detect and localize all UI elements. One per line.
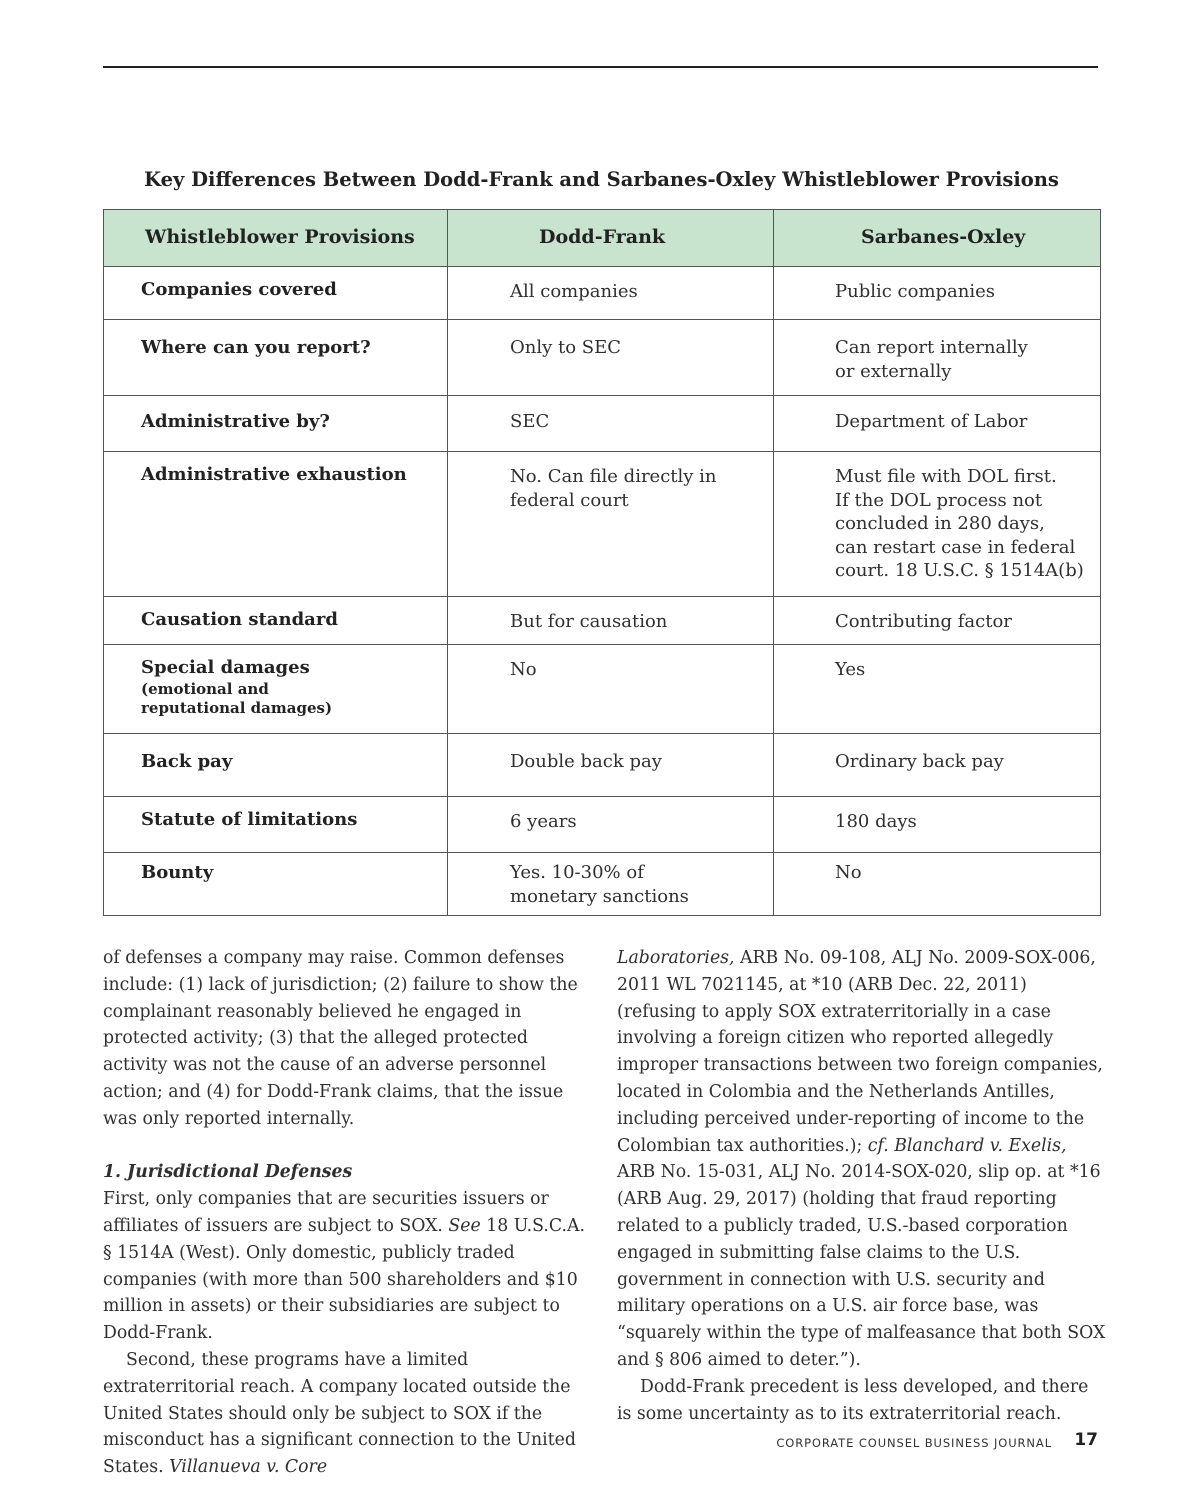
provision-cell bbox=[104, 645, 448, 734]
paragraph-defenses: of defenses a company may raise. Common defenses include: (1) lack of jurisdiction; (2) failure to show the complainant reasonably believed he engaged in protected activity; (3) that the alleged protected activity was not the cause of an adverse personnel action; and (4) for Dodd-Frank claims, that the issue was only reported internally. bbox=[103, 948, 578, 1129]
provision-label: Back pay bbox=[141, 751, 233, 772]
provision-label: Administrative exhaustion bbox=[141, 464, 407, 485]
table-row bbox=[104, 734, 1101, 797]
paragraph-jurisdiction-first: First, only companies that are securities issuers or affiliates of issuers are subject to SOX. See 18 U.S.C.A. § 1514A (West). Only domestic, publicly traded companies (with more than 500 shareholders and $10 million in assets) or their subsidiaries are subject to Dodd-Frank. bbox=[103, 1189, 585, 1344]
table-row bbox=[104, 797, 1101, 853]
sox-cell: 180 days bbox=[774, 797, 1101, 853]
dodd-frank-cell: No bbox=[448, 645, 774, 734]
dodd-frank-cell: Double back pay bbox=[448, 734, 774, 797]
right-column bbox=[617, 945, 1107, 1427]
provision-cell bbox=[104, 396, 448, 452]
provision-label: Causation standard bbox=[141, 609, 338, 630]
provision-label: Bounty bbox=[141, 862, 214, 883]
provision-cell bbox=[104, 797, 448, 853]
top-rule bbox=[103, 66, 1098, 68]
sox-cell: Yes bbox=[774, 645, 1101, 734]
provision-cell bbox=[104, 267, 448, 320]
sox-cell: Department of Labor bbox=[774, 396, 1101, 452]
table-row bbox=[104, 597, 1101, 645]
dodd-frank-cell: Only to SEC bbox=[448, 320, 774, 396]
sox-cell: Can report internally or externally bbox=[774, 320, 1101, 396]
table-title: Key Differences Between Dodd-Frank and Sarbanes-Oxley Whistleblower Provisions bbox=[144, 168, 1059, 191]
provision-label: Where can you report? bbox=[141, 337, 371, 358]
table-header-row bbox=[104, 210, 1101, 267]
page-number: 17 bbox=[1074, 1430, 1098, 1450]
provision-cell bbox=[104, 597, 448, 645]
provision-label: Companies covered bbox=[141, 279, 337, 300]
provision-note: (emotional and reputational damages) bbox=[141, 679, 333, 717]
provision-cell bbox=[104, 734, 448, 797]
sox-cell: Ordinary back pay bbox=[774, 734, 1101, 797]
table-row bbox=[104, 645, 1101, 734]
sox-cell: Contributing factor bbox=[774, 597, 1101, 645]
dodd-frank-cell: SEC bbox=[448, 396, 774, 452]
footer-journal-name: CORPORATE COUNSEL BUSINESS JOURNAL bbox=[776, 1436, 1052, 1450]
dodd-frank-cell: All companies bbox=[448, 267, 774, 320]
sox-cell: Must file with DOL first. If the DOL process not concluded in 280 days, can restart case in federal court. 18 U.S.C. § 1514A(b) bbox=[774, 452, 1101, 597]
comparison-table bbox=[103, 209, 1101, 916]
provision-cell bbox=[104, 853, 448, 916]
paragraph-extraterritorial: Second, these programs have a limited extraterritorial reach. A company located outside the United States should only be subject to SOX if the misconduct has a significant connection to the United States. Villanueva v. Core bbox=[103, 1349, 576, 1478]
left-column bbox=[103, 945, 593, 1481]
provision-label: Statute of limitations bbox=[141, 809, 358, 830]
header-provisions: Whistleblower Provisions bbox=[104, 210, 448, 267]
sox-cell: No bbox=[774, 853, 1101, 916]
table-row bbox=[104, 320, 1101, 396]
table-row bbox=[104, 452, 1101, 597]
paragraph-dodd-frank-precedent: Dodd-Frank precedent is less developed, and there is some uncertainty as to its extraterritorial reach. bbox=[617, 1376, 1089, 1424]
provision-cell bbox=[104, 320, 448, 396]
dodd-frank-cell: No. Can file directly in federal court bbox=[448, 452, 774, 597]
dodd-frank-cell: 6 years bbox=[448, 797, 774, 853]
table-row bbox=[104, 267, 1101, 320]
section-heading-jurisdictional: 1. Jurisdictional Defenses bbox=[103, 1162, 353, 1183]
table-row bbox=[104, 396, 1101, 452]
provision-label: Administrative by? bbox=[141, 411, 330, 432]
header-dodd-frank: Dodd-Frank bbox=[448, 210, 774, 267]
sox-cell: Public companies bbox=[774, 267, 1101, 320]
table-row bbox=[104, 853, 1101, 916]
provision-label: Special damages bbox=[141, 657, 310, 678]
header-sarbanes-oxley: Sarbanes-Oxley bbox=[774, 210, 1101, 267]
paragraph-case-citations: Laboratories, ARB No. 09-108, ALJ No. 2009-SOX-006, 2011 WL 7021145, at *10 (ARB Dec. 22, 2011) (refusing to apply SOX extraterritorially in a case involving a foreign citizen who reported allegedly improper transactions between two foreign companies, located in Colombia and the Netherlands Antilles, including perceived under-reporting of income to the Colombian tax authorities.); cf. Blanchard v. Exelis, ARB No. 15-031, ALJ No. 2014-SOX-020, slip op. at *16 (ARB Aug. 29, 2017) (holding that fraud reporting related to a publicly traded, U.S.-based corporation engaged in submitting false claims to the U.S. government in connection with U.S. security and military operations on a U.S. air force base, was “squarely within the type of malfeasance that both SOX and § 806 aimed to deter.”). bbox=[617, 948, 1106, 1370]
provision-cell bbox=[104, 452, 448, 597]
dodd-frank-cell: But for causation bbox=[448, 597, 774, 645]
dodd-frank-cell: Yes. 10-30% of monetary sanctions bbox=[448, 853, 774, 916]
